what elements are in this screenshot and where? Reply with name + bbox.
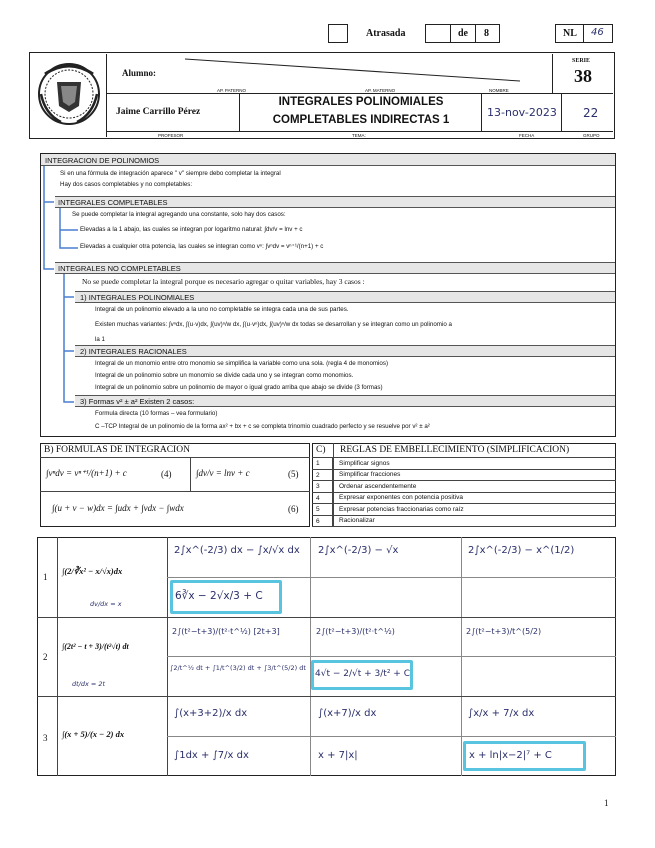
exercise-2-number: 2 bbox=[43, 652, 48, 662]
exercise-2-note: dt/dx = 2t bbox=[72, 680, 106, 688]
ap-materno-label: AP. MATERNO bbox=[365, 88, 396, 93]
racionales-line-2: Integral de un polinomio sobre un monomio se divide cada uno y se integran como monomios. bbox=[95, 372, 354, 379]
serie-number: 38 bbox=[574, 66, 592, 86]
polinomiales-title: 1) INTEGRALES POLINOMIALES bbox=[80, 293, 195, 302]
rule-item bbox=[312, 458, 616, 470]
serie-label: SERIE bbox=[572, 58, 591, 64]
rule-number: 6 bbox=[312, 516, 333, 527]
grupo-value: 22 bbox=[583, 106, 599, 120]
rule-number: 3 bbox=[312, 481, 333, 492]
rule-item bbox=[312, 516, 616, 528]
formula-6-number: (6) bbox=[288, 504, 299, 514]
exercise-1-work-2: 2∫x^(-2/3) − √x bbox=[318, 545, 399, 556]
polinomiales-line-1: Integral de un polinomio elevado a la uno no completable se integra cada una de sus partes. bbox=[95, 306, 349, 313]
exercise-2-problem: ∫(2t² − t + 3)/(t²√t) dt bbox=[62, 642, 129, 651]
page-total: 8 bbox=[484, 28, 489, 39]
rule-item bbox=[312, 504, 616, 516]
formula-4-number: (4) bbox=[161, 469, 172, 479]
theory-intro-2: Hay dos casos completables y no completables: bbox=[60, 181, 193, 188]
profesor-name: Jaime Carrillo Pérez bbox=[116, 107, 201, 117]
tema-title-line2: COMPLETABLES INDIRECTAS 1 bbox=[272, 114, 450, 126]
theory-main-title: INTEGRACION DE POLINOMIOS bbox=[45, 156, 160, 165]
ap-paterno-label: AP. PATERNO bbox=[217, 88, 247, 93]
rule-text: Simplificar signos bbox=[339, 459, 390, 467]
completables-title: INTEGRALES COMPLETABLES bbox=[58, 198, 168, 207]
formulas-box bbox=[40, 443, 310, 527]
racionales-title: 2) INTEGRALES RACIONALES bbox=[80, 347, 187, 356]
tema-title-line1: INTEGRALES POLINOMIALES bbox=[278, 96, 444, 108]
exercise-3-work-4: ∫1dx + ∫7/x dx bbox=[174, 750, 249, 761]
exercise-1-note: dv/dx = x bbox=[90, 600, 122, 608]
fecha-value: 13-nov-2023 bbox=[487, 106, 557, 119]
atrasada-label: Atrasada bbox=[366, 28, 406, 39]
rule-item bbox=[312, 481, 616, 493]
rule-item bbox=[312, 470, 616, 482]
exercise-1-work-3: 2∫x^(-2/3) − x^(1/2) bbox=[468, 545, 575, 556]
rule-text: Racionalizar bbox=[339, 517, 375, 525]
exercise-1-problem: ∫(2/∛x² − x/√x)dx bbox=[62, 566, 123, 576]
atrasada-checkbox[interactable] bbox=[328, 24, 348, 43]
exercise-3-work-1: ∫(x+3+2)/x dx bbox=[174, 708, 248, 719]
rule-number: 1 bbox=[312, 458, 333, 469]
no-completables-title: INTEGRALES NO COMPLETABLES bbox=[58, 264, 181, 273]
exercise-1-work-1: 2∫x^(-2/3) dx − ∫x/√x dx bbox=[174, 545, 300, 556]
completables-case-1: Elevadas a la 1 abajo, las cuales se integran por logaritmo natural: ∫dv/v = lnv + c bbox=[80, 226, 303, 233]
page-number: 1 bbox=[604, 798, 609, 808]
rule-number: 2 bbox=[312, 470, 333, 481]
formula-5-number: (5) bbox=[288, 469, 299, 479]
rules-title: REGLAS DE EMBELLECIMIENTO (SIMPLIFICACION) bbox=[340, 445, 570, 455]
rule-text: Ordenar ascendentemente bbox=[339, 482, 417, 490]
rule-text: Expresar exponentes con potencia positiva bbox=[339, 494, 463, 502]
unam-logo bbox=[31, 54, 107, 137]
formula-4: ∫vⁿdv = vⁿ⁺¹/(n+1) + c bbox=[46, 468, 127, 478]
formas-line-1: Formula directa (10 formas – vea formulario) bbox=[95, 410, 218, 417]
rule-item bbox=[312, 493, 616, 505]
rule-number: 4 bbox=[312, 493, 333, 504]
exercise-1-number: 1 bbox=[43, 572, 48, 582]
exercise-2-work-2: 2∫(t²−t+3)/(t²·t^½) bbox=[316, 627, 395, 636]
fecha-label: FECHA bbox=[519, 133, 535, 138]
exercise-1-answer: 6∛x − 2√x/3 + C bbox=[175, 590, 263, 602]
nl-label: NL bbox=[563, 28, 577, 39]
theory-intro-1: Si en una fórmula de integración aparece " v" siempre debo completar la integral bbox=[60, 170, 281, 177]
rules-letter: C) bbox=[316, 445, 326, 455]
completables-desc: Se puede completar la integral agregando una constante, solo hay dos casos: bbox=[72, 211, 286, 218]
exercise-3-problem: ∫(x + 5)/(x − 2) dx bbox=[62, 729, 125, 739]
formula-6: ∫(u + v − w)dx = ∫udx + ∫vdx − ∫wdx bbox=[52, 503, 184, 513]
polinomiales-line-2: Existen muchas variantes: ∫vⁿdx, ∫(u·v)dx, ∫(uv)ⁿ/w dx, ∫(u·vⁿ)dx, ∫(uv)ⁿ/w dx todas se desarrollan y se integran como un polinomio a bbox=[95, 321, 452, 328]
exercise-3-work-2: ∫(x+7)/x dx bbox=[318, 708, 377, 719]
rules-list bbox=[312, 458, 616, 527]
formula-5: ∫dv/v = lnv + c bbox=[196, 468, 250, 478]
tema-label: TEMA: bbox=[352, 133, 366, 138]
exercise-2-work-3: 2∫(t²−t+3)/t^(5/2) bbox=[466, 627, 542, 636]
exercise-3-work-3: ∫x/x + 7/x dx bbox=[468, 708, 535, 719]
rule-number: 5 bbox=[312, 504, 333, 515]
formulas-title: B) FORMULAS DE INTEGRACION bbox=[44, 445, 190, 455]
formas-title: 3) Formas v² ± a² Existen 2 casos: bbox=[80, 397, 195, 406]
exercise-3-number: 3 bbox=[43, 733, 48, 743]
racionales-line-1: Integral de un monomio entre otro monomio se simplifica la variable como una sola. (regla 4 de monomios) bbox=[95, 360, 389, 367]
exercise-3-work-5: x + 7|x| bbox=[318, 750, 358, 761]
nombre-label: NOMBRE bbox=[489, 88, 509, 93]
exercise-2-answer: 4√t − 2/√t + 3/t² + C bbox=[315, 669, 410, 679]
no-completables-desc: No se puede completar la integral porque es necesario agregar o quitar variables, hay 3 casos : bbox=[82, 277, 365, 286]
rule-text: Simplificar fracciones bbox=[339, 471, 401, 479]
profesor-label: PROFESOR bbox=[158, 133, 184, 138]
completables-case-2: Elevadas a cualquier otra potencia, las cuales se integran como vⁿ: ∫vⁿdv = vⁿ⁺¹/(n+1) + c bbox=[80, 243, 324, 250]
nl-value: 46 bbox=[591, 27, 604, 38]
racionales-line-3: Integral de un polinomio sobre un polinomio de mayor o igual grado arriba que abajo se divide (3 formas) bbox=[95, 384, 383, 391]
exercise-2-work-1: 2∫(t²−t+3)/(t²·t^½) [2t+3] bbox=[172, 627, 280, 636]
exercise-2-work-4: ∫2/t^½ dt + ∫1/t^(3/2) dt + ∫3/t^(5/2) dt bbox=[170, 664, 306, 672]
polinomiales-line-3: la 1 bbox=[95, 336, 105, 343]
alumno-label: Alumno: bbox=[122, 68, 157, 78]
exercise-3-answer: x + ln|x−2|⁷ + C bbox=[469, 750, 552, 761]
grupo-label: GRUPO bbox=[583, 133, 600, 138]
rule-text: Expresar potencias fraccionarias como raíz bbox=[339, 505, 464, 513]
formas-line-2: C –TCP Integral de un polinomio de la forma ax² + bx + c se completa trinomio cuadrado perfecto y se resuelve por v² ± a² bbox=[95, 423, 430, 430]
tree-arrows bbox=[40, 166, 100, 406]
de-label: de bbox=[458, 28, 468, 39]
